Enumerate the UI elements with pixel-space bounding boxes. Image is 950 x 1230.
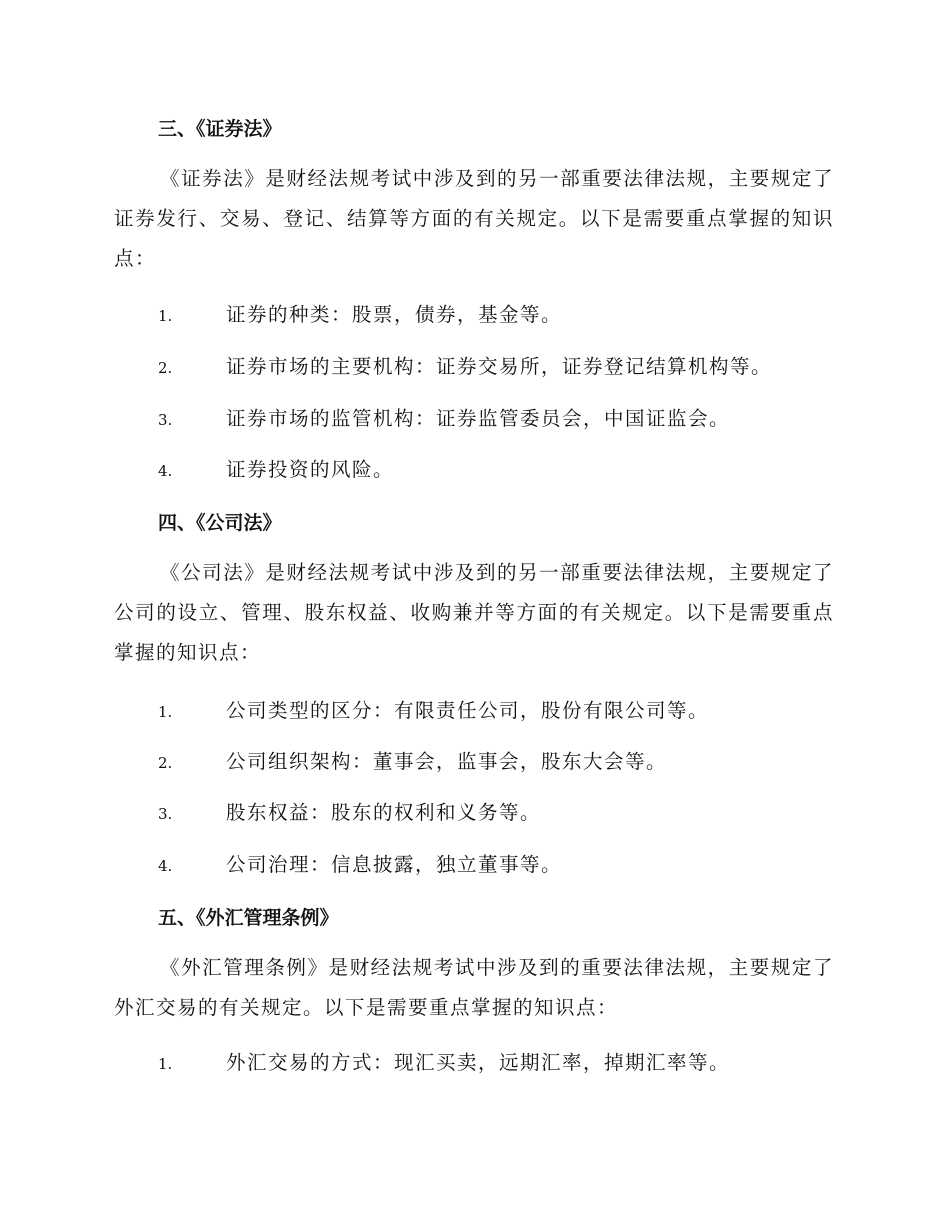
list-item-number: 3. xyxy=(158,411,173,429)
section-heading: 五、《外汇管理条例》 xyxy=(158,907,339,929)
list-item-text: 证券的种类：股票，债券，基金等。 xyxy=(226,303,563,326)
list-item-number: 1. xyxy=(158,307,173,325)
list-item-text: 公司类型的区分：有限责任公司，股份有限公司等。 xyxy=(226,699,710,722)
section-heading: 三、《证券法》 xyxy=(158,118,282,140)
list-item-number: 1. xyxy=(158,1055,173,1073)
list-item-number: 2. xyxy=(158,754,173,772)
list-item-number: 4. xyxy=(158,857,173,875)
list-item-text: 证券市场的主要机构：证券交易所，证券登记结算机构等。 xyxy=(226,355,773,378)
list-item-number: 2. xyxy=(158,359,173,377)
list-item-text: 证券投资的风险。 xyxy=(226,458,395,481)
list-item-text: 公司治理：信息披露，独立董事等。 xyxy=(226,853,563,876)
list-item-text: 外汇交易的方式：现汇买卖，远期汇率，掉期汇率等。 xyxy=(226,1051,731,1074)
list-item-number: 1. xyxy=(158,703,173,721)
section-intro: 《公司法》是财经法规考试中涉及到的另一部重要法律法规，主要规定了公司的设立、管理、股东权益、收购兼并等方面的有关规定。以下是需要重点掌握的知识点： xyxy=(114,561,834,664)
list-item-number: 3. xyxy=(158,805,173,823)
list-item-text: 证券市场的监管机构：证券监管委员会，中国证监会。 xyxy=(226,407,731,430)
list-item-text: 公司组织架构：董事会，监事会，股东大会等。 xyxy=(226,750,668,773)
list-item-number: 4. xyxy=(158,462,173,480)
list-item-text: 股东权益：股东的权利和义务等。 xyxy=(226,801,542,824)
section-intro: 《证券法》是财经法规考试中涉及到的另一部重要法律法规，主要规定了证券发行、交易、登记、结算等方面的有关规定。以下是需要重点掌握的知识点： xyxy=(114,167,834,270)
section-intro: 《外汇管理条例》是财经法规考试中涉及到的重要法律法规，主要规定了外汇交易的有关规定。以下是需要重点掌握的知识点： xyxy=(114,956,834,1019)
section-heading: 四、《公司法》 xyxy=(158,512,282,534)
